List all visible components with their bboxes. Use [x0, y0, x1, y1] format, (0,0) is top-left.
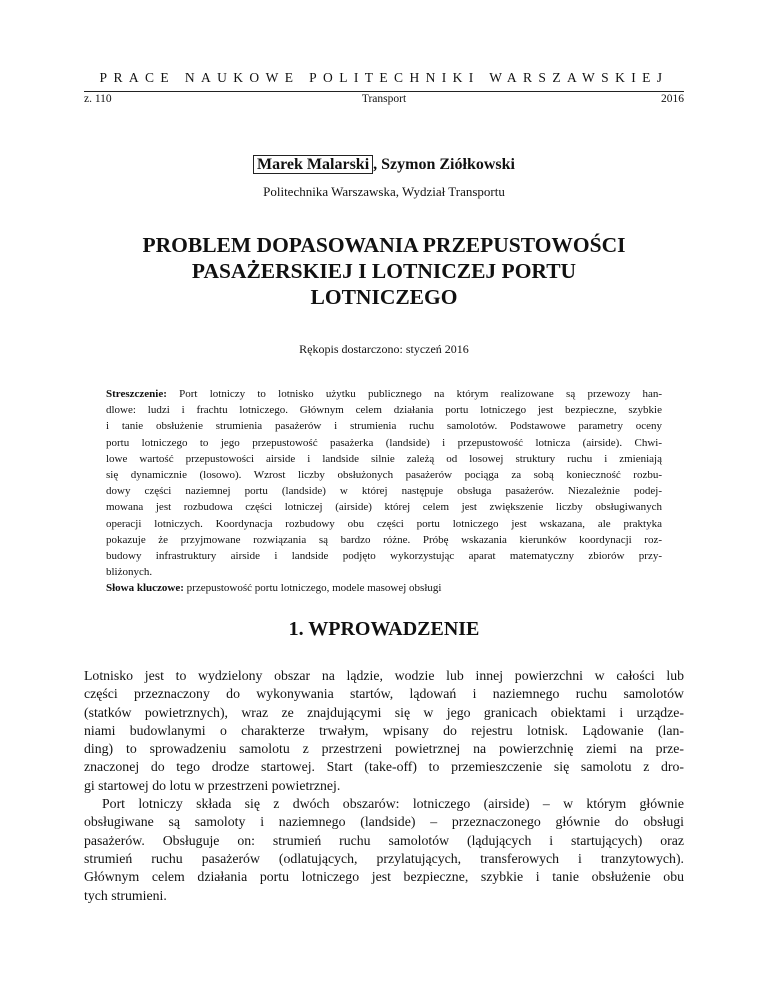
abstract-line: bliżonych.	[106, 566, 153, 579]
keywords-label: Słowa kluczowe:	[106, 582, 184, 595]
keywords-line	[106, 580, 662, 596]
manuscript-received: Rękopis dostarczono: styczeń 2016	[299, 342, 469, 356]
keywords: przepustowość portu lotniczego, modele masowej obsługi	[183, 582, 442, 595]
author-line	[0, 156, 768, 174]
abstract-line: mowana jest rozbudowa części lotniczej (airside) której celem jest zwiększenie liczby obsługiwanych	[106, 501, 662, 514]
body-text	[84, 667, 684, 905]
body-line: strumień ruchu pasażerów (odlatujących, przylatujących, transferowych i tranzytowych).	[84, 850, 684, 866]
abstract-line: pokazuje że przyjmowane rozwiązania są bardzo różne. Próbę wskazania kierunków koordynacji roz-	[106, 533, 662, 546]
body-line: pasażerów. Obsługuje on: strumień ruchu samolotów (lądujących i startujących) oraz	[84, 832, 684, 848]
body-line: obsługiwane są samoloty i naziemnego (landside) – przeznaczonego głównie do obsługi	[84, 814, 684, 830]
body-line: tych strumieni.	[84, 887, 167, 903]
title-line: PASAŻERSKIEJ I LOTNICZEJ PORTU	[191, 259, 577, 283]
abstract-line: się dynamicznie (losowo). Wzrost liczby obsłużonych pasażerów pociąga za sobą konieczność rozbu-	[106, 468, 662, 481]
abstract-line: i tanie obsłużenie strumienia pasażerów i strumienia ruchu samolotów. Podstawowe parametry oceny	[106, 420, 662, 433]
abstract	[106, 386, 662, 596]
paper-title	[84, 232, 684, 310]
body-line: znaczonej do tego drodze startowej. Start (take-off) to przemieszczenie się samolotu z dro-	[84, 759, 684, 775]
body-line: ding) to sprowadzeniu samolotu z przestrzeni powietrznej na powierzchnię ziemi na prze-	[84, 741, 684, 757]
abstract-label: Streszczenie:	[106, 388, 167, 400]
series-section: Transport	[361, 93, 407, 105]
abstract-line: portu lotniczego to jego przepustowość pasażerka (landside) i przepustowość lotnicza (airside). Chwi-	[106, 436, 662, 449]
author-marek-malarski: Marek Malarski	[253, 155, 373, 174]
publication-year: 2016	[661, 93, 684, 105]
abstract-line: budowy infrastruktury airside i landside podjęto wykorzystując aparat matematyczny zbiorów przy-	[106, 549, 662, 562]
abstract-line: lowe wartość przepustowości airside i landside silnie zależą od losowej struktury ruchu i zmieniają	[106, 452, 662, 465]
section-heading: 1. WPROWADZENIE	[288, 618, 480, 640]
abstract-line: dlowe: ludzi i frachtu lotniczego. Głównym celem działania portu lotniczego jest bezpieczne, szybkie	[106, 404, 662, 417]
body-line: Głównym celem działania portu lotniczego jest bezpieczne, szybkie i tanie obsłużenie obu	[84, 869, 684, 885]
abstract-line: operacji lotniczych. Koordynacja rozbudowy obu części portu lotniczego jest wskazana, ale praktyka	[106, 517, 662, 530]
abstract-line: Streszczenie: Port lotniczy to lotnisko użytku publicznego na którym realizowane są przewozy han-	[106, 388, 662, 400]
body-line: Port lotniczy składa się z dwóch obszarów: lotniczego (airside) – w którym głównie	[102, 796, 684, 812]
journal-name: PRACE NAUKOWE POLITECHNIKI WARSZAWSKIEJ	[99, 70, 669, 85]
body-line: (statków powietrznych), wraz ze znajdującymi się w jego granicach obiektami i urządze-	[84, 704, 684, 720]
title-line: LOTNICZEGO	[310, 285, 458, 309]
title-line: PROBLEM DOPASOWANIA PRZEPUSTOWOŚCI	[142, 233, 626, 257]
body-line: niami budowlanymi o charakterze trwałym, wpisany do rejestru lotnisk. Lądowanie (lan-	[84, 722, 684, 738]
body-line: Lotnisko jest to wydzielony obszar na lądzie, wodzie lub innej powierzchni w całości lub	[84, 668, 684, 683]
body-line: gi startowej do lotu w przestrzeni powietrznej.	[84, 777, 341, 793]
author-separator: ,	[373, 156, 382, 173]
header-rule	[84, 91, 684, 92]
body-line: części przeznaczony do wykonywania startów, lądowań i naziemnego ruchu samolotów	[84, 686, 684, 702]
author-szymon-ziolkowski: Szymon Ziółkowski	[381, 156, 515, 173]
abstract-line: dowy części naziemnej portu (landside) w której następuje obsługa pasażerów. Niezależnie podej-	[106, 485, 662, 498]
affiliation: Politechnika Warszawska, Wydział Transportu	[263, 184, 505, 199]
issue-number: z. 110	[84, 93, 112, 105]
